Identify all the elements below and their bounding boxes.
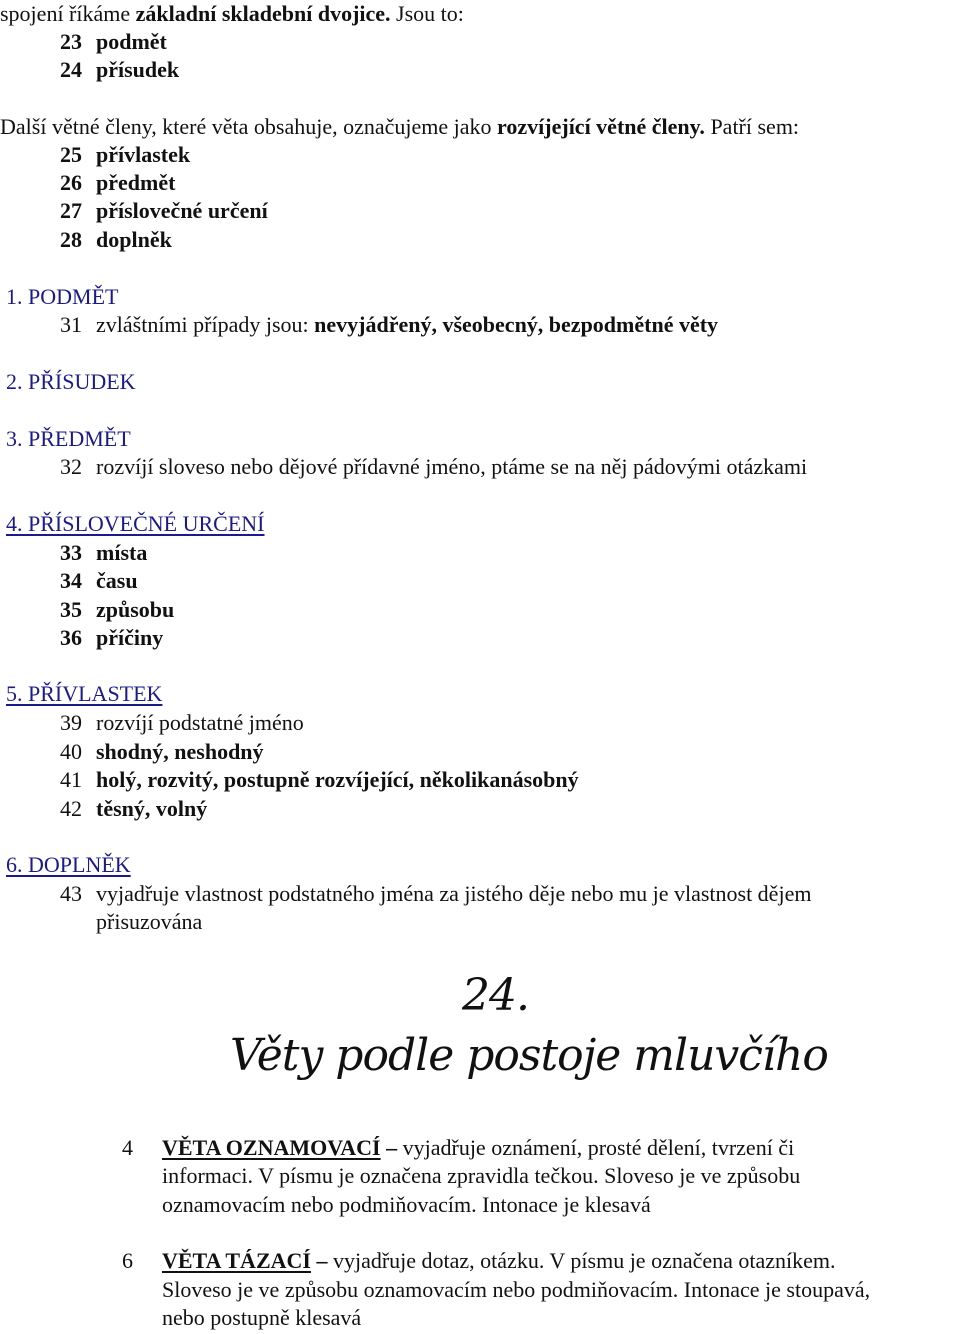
- section-heading: 2. PŘÍSUDEK: [6, 369, 136, 394]
- key-term: rozvíjející větné členy.: [497, 114, 705, 139]
- intro-line: spojení říkáme základní skladební dvojice. Jsou to:: [0, 1, 464, 26]
- chapter-title: Věty podle postoje mluvčího: [230, 1030, 828, 1081]
- term: VĚTA OZNAMOVACÍ: [162, 1135, 381, 1160]
- chapter-number: 24.: [462, 970, 529, 1021]
- key-term: základní skladební dvojice.: [135, 1, 391, 26]
- term: VĚTA TÁZACÍ: [162, 1248, 311, 1273]
- section-heading: 4. PŘÍSLOVEČNÉ URČENÍ: [6, 511, 265, 536]
- section-heading: 1. PODMĚT: [6, 284, 119, 309]
- intro-line: Další větné členy, které věta obsahuje, označujeme jako rozvíjející větné členy. Patří sem:: [0, 114, 800, 139]
- section-heading: 6. DOPLNĚK: [6, 852, 131, 877]
- section-heading: 5. PŘÍVLASTEK: [6, 681, 163, 706]
- section-heading: 3. PŘEDMĚT: [6, 426, 131, 451]
